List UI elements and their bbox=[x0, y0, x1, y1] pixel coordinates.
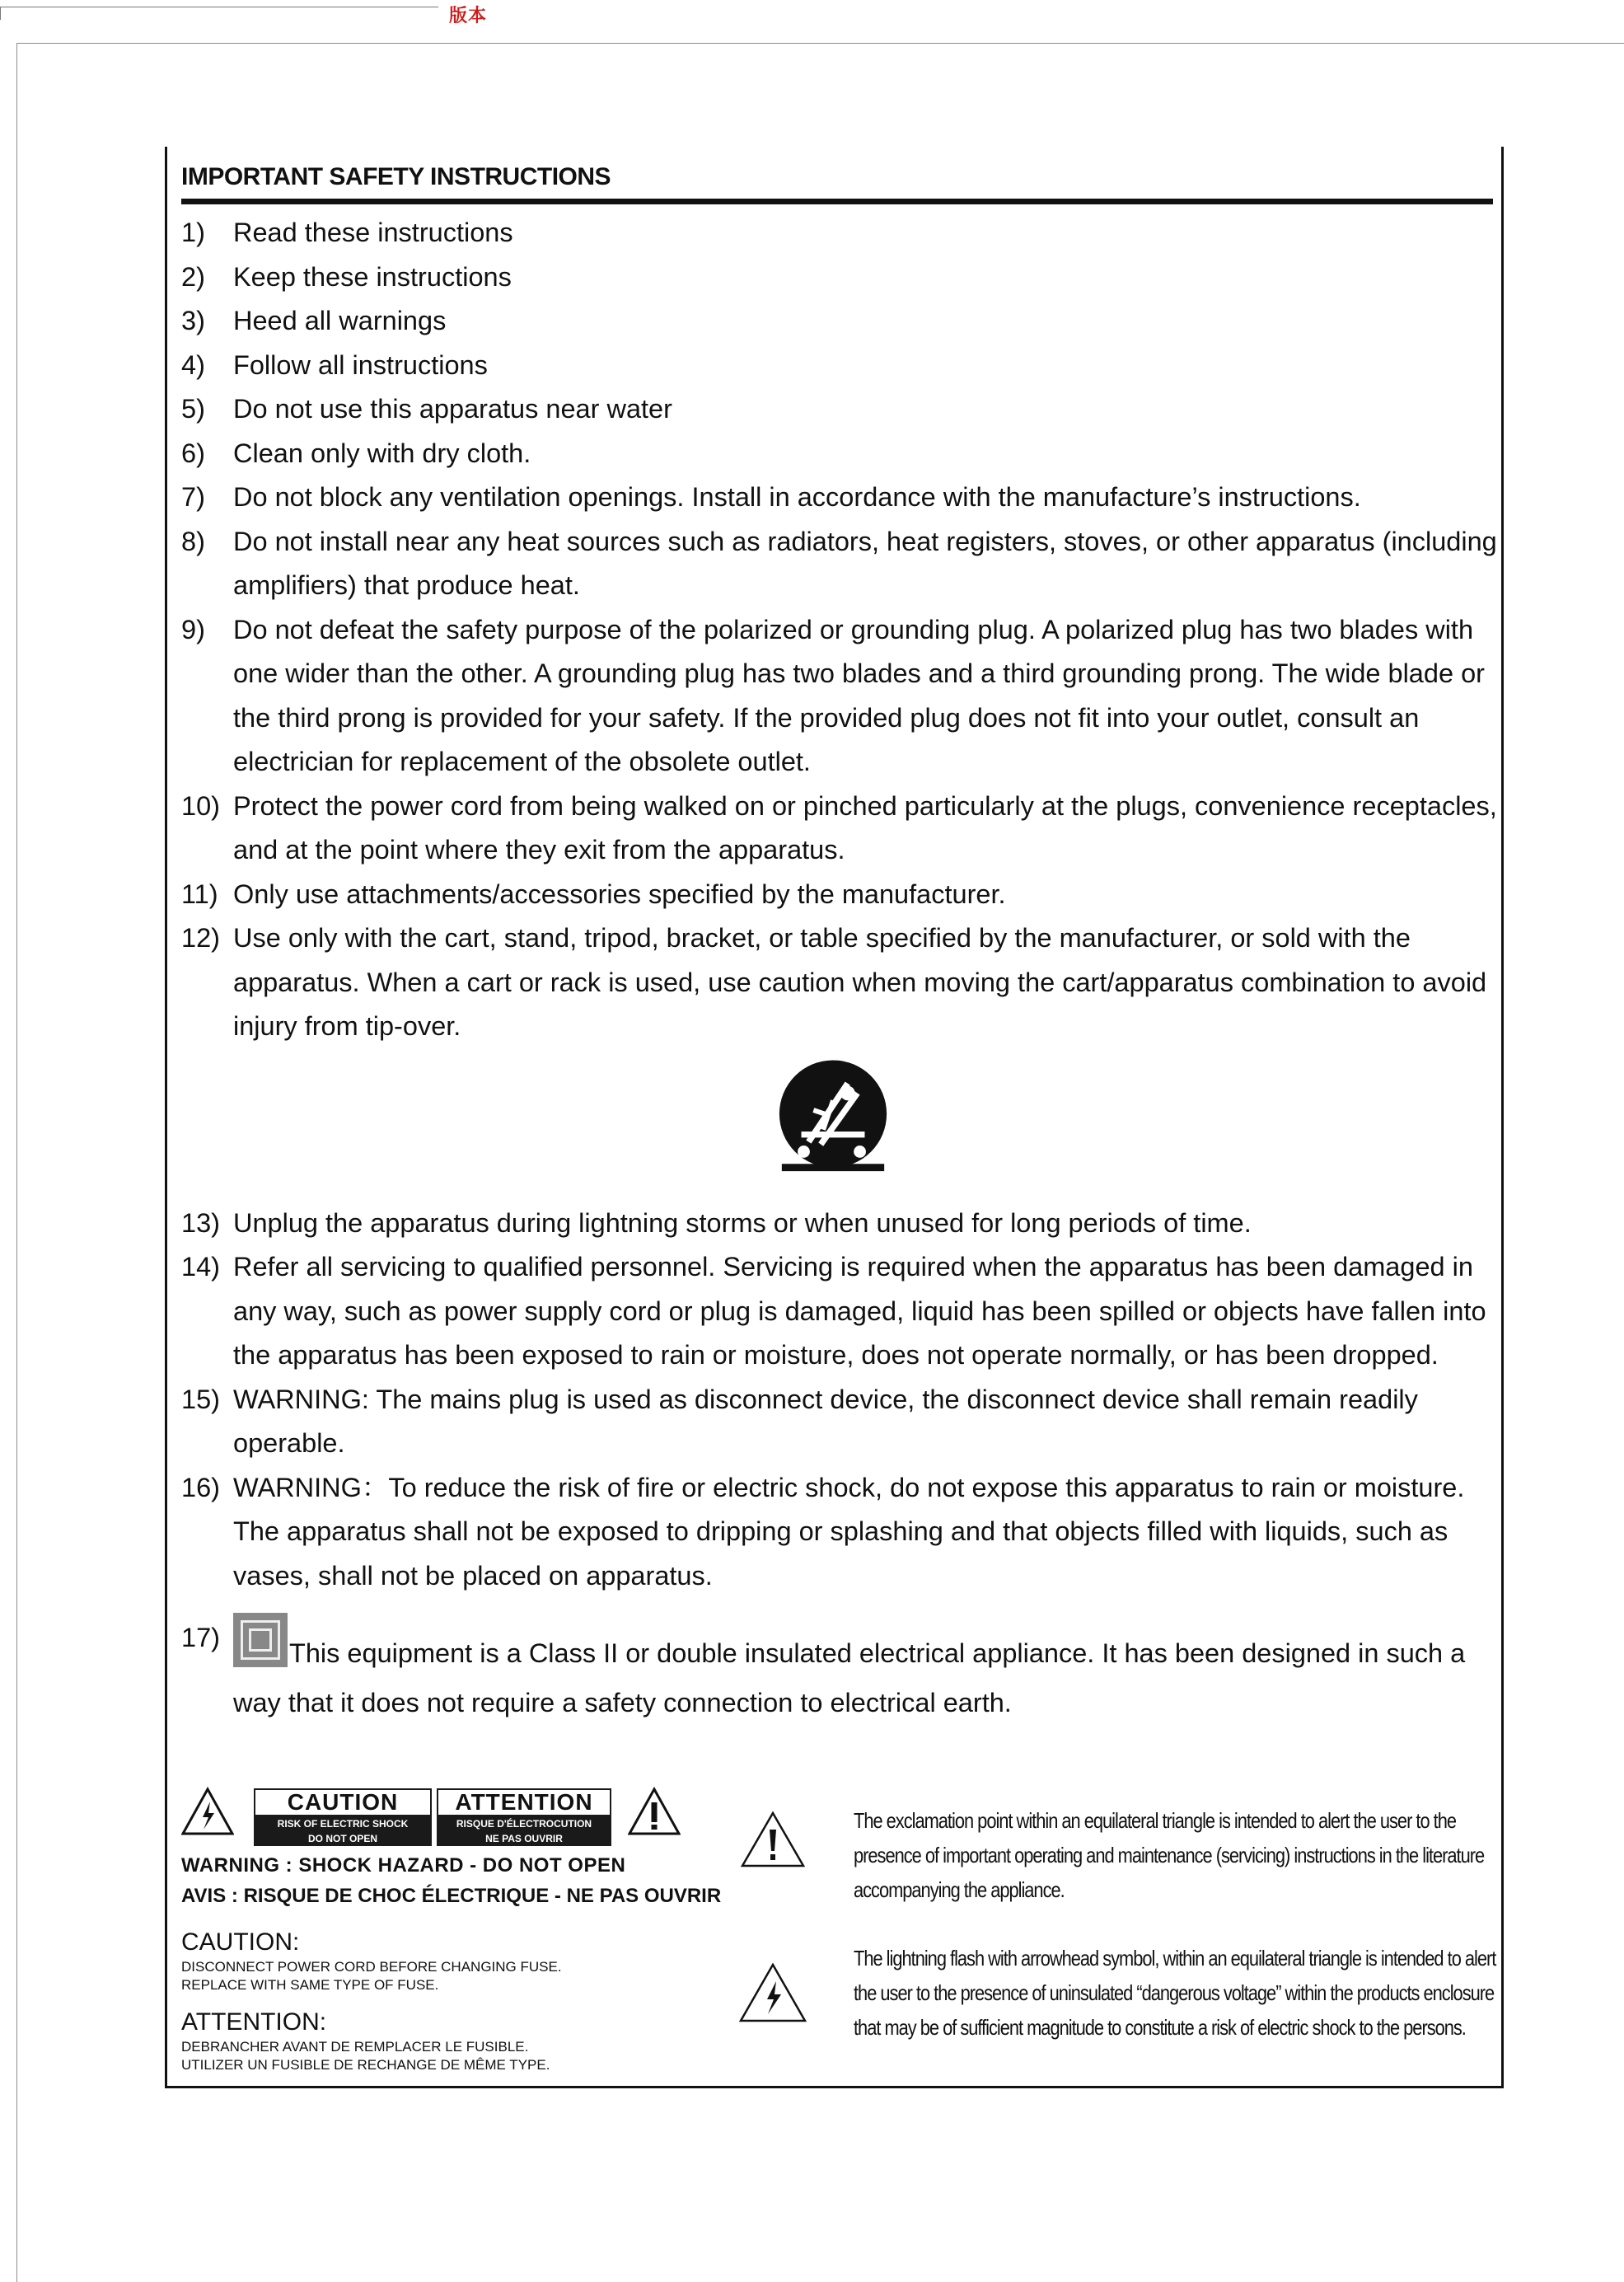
list-item bbox=[181, 608, 1500, 785]
top-rule-tick bbox=[0, 7, 1, 20]
exclamation-triangle-icon bbox=[740, 1810, 806, 1869]
item-text-wrap bbox=[233, 1613, 1500, 1727]
item-text: Use only with the cart, stand, tripod, bracket, or table specified by the manufacturer, or sold with the apparatus. When a cart or rack is used, use caution when moving the cart/apparatus combination to avoid injury from tip-over. bbox=[233, 923, 1487, 1041]
item-text: Protect the power cord from being walked on or pinched particularly at the plugs, convenience receptacles, and at the point where they exit from the apparatus. bbox=[233, 790, 1497, 865]
caution-label-title: CAUTION bbox=[254, 1788, 432, 1816]
exclamation-description: The exclamation point within an equilateral triangle is intended to alert the user to the presence of important operating and maintenance (servicing) instructions in the literature accompanying the appliance. bbox=[854, 1808, 1485, 1902]
list-item bbox=[181, 1378, 1500, 1466]
item-text: WARNING：To reduce the risk of fire or electric shock, do not expose this apparatus to rain or moisture. The apparatus shall not be exposed to dripping or splashing and that objects filled with liquids, such as vases, shall not be placed on apparatus. bbox=[233, 1472, 1465, 1591]
item-text: Keep these instructions bbox=[233, 261, 512, 292]
item-number: 17) bbox=[181, 1623, 220, 1652]
item-number: 2) bbox=[181, 261, 205, 292]
attention-label-title: ATTENTION bbox=[437, 1788, 611, 1816]
item-number: 7) bbox=[181, 482, 205, 512]
list-item bbox=[181, 387, 1500, 432]
item-text: Refer all servicing to qualified personnel. Servicing is required when the apparatus has been damaged in any way, such as power supply cord or plug is damaged, liquid has been spilled or objects have fallen into the apparatus has been exposed to rain or moisture, does not operate normally, or has been dropped. bbox=[233, 1252, 1486, 1370]
item-number: 14) bbox=[181, 1252, 220, 1282]
cart-tipover-icon bbox=[770, 1057, 896, 1178]
item-text: Only use attachments/accessories specified by the manufacturer. bbox=[233, 879, 1006, 909]
list-item bbox=[181, 1613, 1500, 1727]
shock-warning-en: WARNING : SHOCK HAZARD - DO NOT OPEN bbox=[181, 1854, 626, 1877]
item-text: Do not block any ventilation openings. Install in accordance with the manufacture’s instructions. bbox=[233, 482, 1361, 512]
list-item bbox=[181, 1245, 1500, 1378]
header-stamp: 版本 bbox=[449, 5, 488, 26]
item-number: 12) bbox=[181, 923, 220, 953]
item-text: Unplug the apparatus during lightning storms or when unused for long periods of time. bbox=[233, 1207, 1252, 1238]
item-number: 16) bbox=[181, 1472, 220, 1502]
caution-label bbox=[254, 1788, 432, 1846]
list-item bbox=[181, 1466, 1500, 1599]
list-item bbox=[181, 1202, 1500, 1246]
item-number: 3) bbox=[181, 306, 205, 335]
item-text: Read these instructions bbox=[233, 218, 513, 247]
instruction-list bbox=[181, 211, 1500, 1727]
caution-label-line1: RISK OF ELECTRIC SHOCK bbox=[277, 1818, 409, 1830]
caution-label-line2: DO NOT OPEN bbox=[307, 1833, 377, 1844]
class-ii-icon bbox=[233, 1613, 288, 1667]
shock-warning-fr: AVIS : RISQUE DE CHOC ÉLECTRIQUE - NE PAS OUVRIR bbox=[181, 1885, 722, 1907]
attention-heading: ATTENTION: bbox=[181, 2008, 327, 2036]
attention-line: DEBRANCHER AVANT DE REMPLACER LE FUSIBLE. bbox=[181, 2039, 529, 2055]
lightning-triangle-icon bbox=[738, 1961, 807, 2024]
lightning-description: The lightning flash with arrowhead symbol, within an equilateral triangle is intended to alert the user to the presence of uninsulated “dangerous voltage” within the products enclosure that may be of sufficient magnitude to constitute a risk of electric shock to the persons. bbox=[854, 1946, 1496, 2040]
item-number: 5) bbox=[181, 394, 205, 424]
item-number: 9) bbox=[181, 614, 205, 644]
item-text: Clean only with dry cloth. bbox=[233, 438, 531, 468]
item-number: 8) bbox=[181, 526, 205, 556]
attention-label-line2: NE PAS OUVRIR bbox=[485, 1833, 563, 1844]
item-number: 6) bbox=[181, 438, 205, 468]
item-text: Do not use this apparatus near water bbox=[233, 394, 672, 424]
list-item bbox=[181, 211, 1500, 255]
lightning-triangle-icon bbox=[181, 1787, 234, 1836]
attention-label-line1: RISQUE D'ÉLECTROCUTION bbox=[456, 1818, 592, 1830]
exclamation-triangle-icon bbox=[628, 1787, 681, 1836]
list-item bbox=[181, 344, 1500, 388]
item-text: Heed all warnings bbox=[233, 306, 447, 335]
caution-line: REPLACE WITH SAME TYPE OF FUSE. bbox=[181, 1977, 439, 1993]
title-rule bbox=[181, 199, 1493, 204]
item-number: 13) bbox=[181, 1207, 220, 1238]
attention-line: UTILIZER UN FUSIBLE DE RECHANGE DE MÊME TYPE. bbox=[181, 2057, 550, 2073]
caution-heading: CAUTION: bbox=[181, 1928, 300, 1956]
item-text: Do not install near any heat sources such as radiators, heat registers, stoves, or other apparatus (including amplifiers) that produce heat. bbox=[233, 526, 1497, 600]
list-item bbox=[181, 432, 1500, 476]
item-number: 15) bbox=[181, 1384, 220, 1414]
list-item bbox=[181, 476, 1500, 520]
list-item bbox=[181, 299, 1500, 344]
attention-label bbox=[437, 1788, 611, 1846]
list-item bbox=[181, 785, 1500, 873]
item-text: Follow all instructions bbox=[233, 349, 488, 380]
item-text: Do not defeat the safety purpose of the polarized or grounding plug. A polarized plug has two blades with one wider than the other. A grounding plug has two blades and a third grounding prong. The wide blade or the third prong is provided for your safety. If the provided plug does not fit into your outlet, consult an electrician for replacement of the obsolete outlet. bbox=[233, 614, 1485, 776]
list-item bbox=[181, 520, 1500, 608]
list-item bbox=[181, 873, 1500, 917]
item-number: 1) bbox=[181, 218, 205, 247]
page-title: IMPORTANT SAFETY INSTRUCTIONS bbox=[181, 163, 611, 190]
list-item bbox=[181, 255, 1500, 300]
list-item bbox=[181, 916, 1500, 1049]
item-number: 10) bbox=[181, 790, 220, 821]
item-text: This equipment is a Class II or double insulated electrical appliance. It has been designed in such a way that it does not require a safety connection to electrical earth. bbox=[233, 1638, 1466, 1717]
item-text: WARNING: The mains plug is used as disconnect device, the disconnect device shall remain readily operable. bbox=[233, 1384, 1418, 1458]
item-number: 4) bbox=[181, 349, 205, 380]
caution-line: DISCONNECT POWER CORD BEFORE CHANGING FUSE. bbox=[181, 1959, 562, 1975]
item-number: 11) bbox=[181, 879, 218, 909]
